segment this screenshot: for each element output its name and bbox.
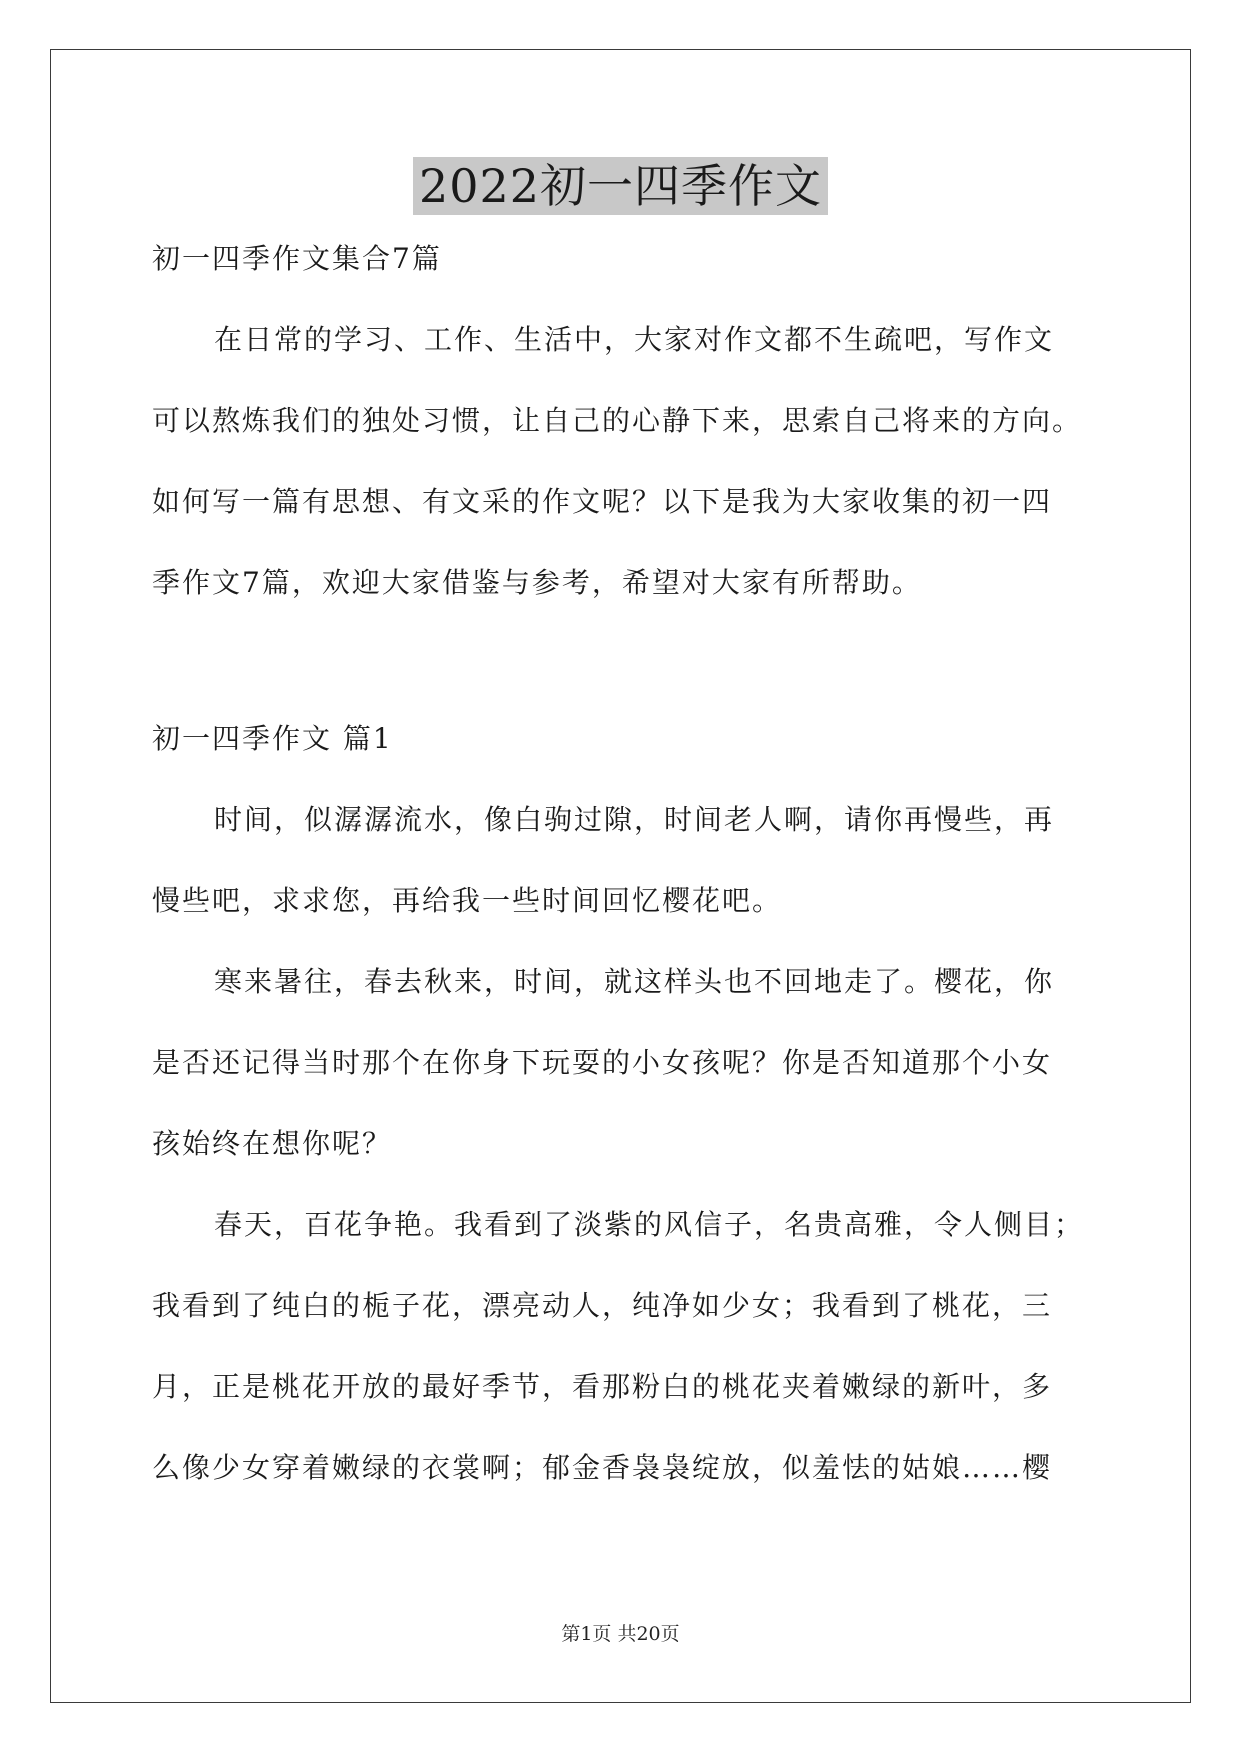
paragraph-line: 慢些吧，求求您，再给我一些时间回忆樱花吧。 [152,884,783,917]
paragraph-line: 春天，百花争艳。我看到了淡紫的风信子，名贵高雅，令人侧目； [214,1208,1085,1241]
page-number: 第1页 共20页 [561,1623,680,1645]
paragraph-line: 我看到了纯白的栀子花，漂亮动人，纯净如少女；我看到了桃花，三 [152,1289,1053,1322]
intro-line: 可以熬炼我们的独处习惯，让自己的心静下来，思索自己将来的方向。 [152,404,1083,437]
paragraph-line: 月，正是桃花开放的最好季节，看那粉白的桃花夹着嫩绿的新叶，多 [152,1370,1053,1403]
document-body [152,232,1092,1522]
intro-line: 季作文7篇，欢迎大家借鉴与参考，希望对大家有所帮助。 [152,566,922,599]
paragraph-line: 么像少女穿着嫩绿的衣裳啊；郁金香袅袅绽放，似羞怯的姑娘……樱 [152,1451,1053,1484]
paragraph-line: 时间，似潺潺流水，像白驹过隙，时间老人啊，请你再慢些，再 [214,803,1055,836]
paragraph-line: 孩始终在想你呢？ [152,1127,393,1160]
intro-line: 在日常的学习、工作、生活中，大家对作文都不生疏吧，写作文 [214,323,1055,356]
section-heading: 初一四季作文 篇1 [152,722,393,755]
page-footer [0,1622,1241,1646]
collection-heading: 初一四季作文集合7篇 [152,242,442,275]
paragraph-line: 寒来暑往，春去秋来，时间，就这样头也不回地走了。樱花，你 [214,965,1055,998]
document-title [0,156,1241,216]
paragraph-line: 是否还记得当时那个在你身下玩耍的小女孩呢？你是否知道那个小女 [152,1046,1053,1079]
section-spacer [152,637,1092,712]
intro-line: 如何写一篇有思想、有文采的作文呢？以下是我为大家收集的初一四 [152,485,1053,518]
document-title-text: 2022初一四季作文 [413,157,828,215]
